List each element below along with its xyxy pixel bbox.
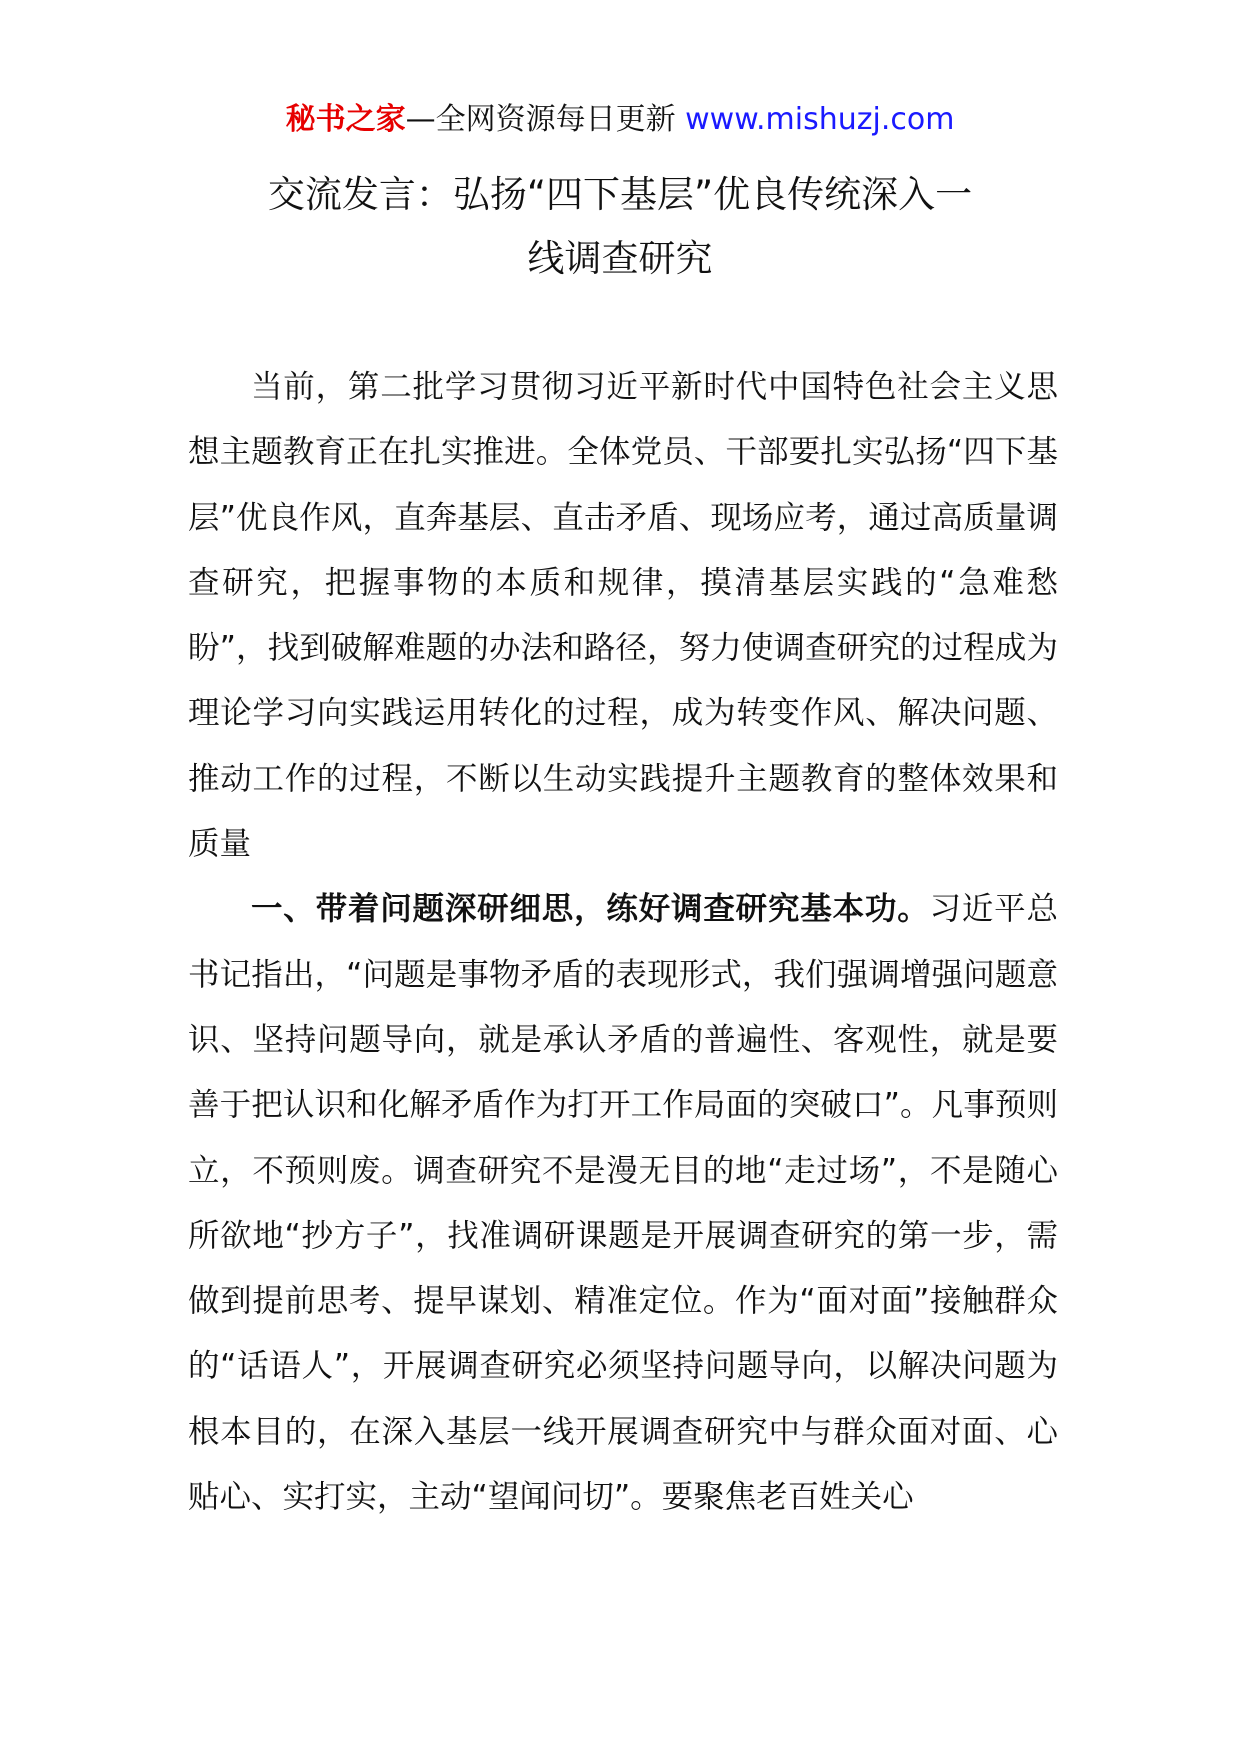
section-1-heading: 一、带着问题深研细思，练好调查研究基本功。 [251,891,930,928]
paragraph-intro: 当前，第二批学习贯彻习近平新时代中国特色社会主义思想主题教育正在扎实推进。全体党员、干部要扎实弘扬“四下基层”优良作风，直奔基层、直击矛盾、现场应考，通过高质量调查研究，把握事物的本质和规律，摸清基层实践的“急难愁盼”，找到破解难题的办法和路径，努力使调查研究的过程成为理论学习向实践运用转化的过程，成为转变作风、解决问题、推动工作的过程，不断以生动实践提升主题教育的整体效果和质量 [188,369,1058,863]
document-title [0,163,1240,291]
site-url-link[interactable]: www.mishuzj.com [685,102,955,137]
header-tagline: —全网资源每日更新 [405,102,686,137]
document-body [188,355,1058,1530]
paragraph-section-1 [188,877,1058,1530]
site-header [0,100,1240,140]
title-line-2: 线调查研究 [527,237,713,280]
brand-name: 秘书之家 [285,102,406,137]
section-1-text: 习近平总书记指出，“问题是事物矛盾的表现形式，我们强调增强问题意识、坚持问题导向，就是承认矛盾的普遍性、客观性，就是要善于把认识和化解矛盾作为打开工作局面的突破口”。凡事预则立，不预则废。调查研究不是漫无目的地“走过场”，不是随心所欲地“抄方子”，找准调研课题是开展调查研究的第一步，需做到提前思考、提早谋划、精准定位。作为“面对面”接触群众的“话语人”，开展调查研究必须坚持问题导向，以解决问题为根本目的，在深入基层一线开展调查研究中与群众面对面、心贴心、实打实，主动“望闻问切”。要聚焦老百姓关心 [188,891,1058,1516]
title-line-1: 交流发言：弘扬“四下基层”优良传统深入一 [267,173,973,216]
